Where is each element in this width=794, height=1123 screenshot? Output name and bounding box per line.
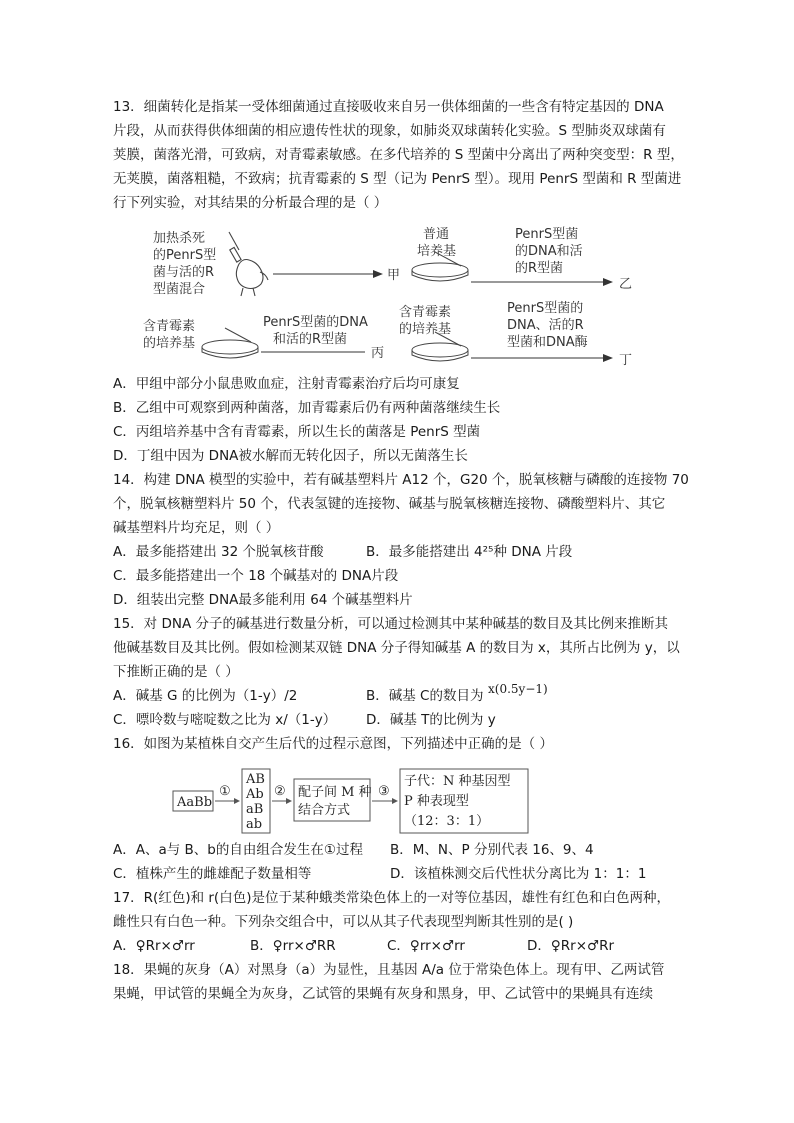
bing-plate-label-2: 的培养基 (143, 336, 196, 351)
gamete-ab-1: AB (246, 772, 265, 787)
q15-line-3: 下推断正确的是（ ） (113, 664, 239, 680)
gamete-ab-4: ab (246, 817, 263, 832)
q16-line: 16．如图为某植株自交产生后代的过程示意图，下列描述中正确的是（ ） (113, 736, 553, 752)
q13-line-2: 片段，从而获得供体细菌的相应遗传性状的现象，如肺炎双球菌转化实验。S 型肺炎双球菌有 (113, 123, 666, 139)
offspring-line-2: P 种表现型 (404, 794, 469, 809)
ding-plate-label-1: 含青霉素 (399, 305, 452, 320)
q17-line-1: 17．R(红色)和 r(白色)是位于某种蛾类常染色体上的一对等位基因，雄性有红色和白色两种， (113, 890, 670, 906)
step-3-label: ③ (378, 784, 390, 799)
q15-line-1: 15．对 DNA 分子的碱基进行数量分析，可以通过检测其中某种碱基的数目及其比例来推断其 (113, 616, 668, 632)
q13-experiment-figure (135, 222, 645, 367)
q17-option-c: C．♀rr×♂rr (387, 938, 465, 954)
q14-line-1: 14．构建 DNA 模型的实验中，若有碱基塑料片 A12 个，G20 个，脱氧核糖与磷酸的连接物 70 (113, 472, 689, 488)
yi-plate-label-1: 普通 (423, 227, 450, 242)
q15-option-a: A．碱基 G 的比例为（1-y）/2 (113, 688, 298, 704)
step-2-label: ② (274, 784, 286, 799)
q15-option-d: D．碱基 T的比例为 y (366, 712, 496, 728)
q17-option-d: D．♀Rr×♂Rr (527, 938, 615, 954)
q16-process-figure (170, 765, 530, 837)
parent-genotype: AaBb (177, 795, 213, 810)
jia-label-4: 型菌混合 (153, 282, 206, 297)
combination-line-2: 结合方式 (298, 803, 351, 818)
q14-line-3: 碱基塑料片均充足，则（ ） (113, 520, 280, 536)
q13-line-4: 无荚膜，菌落粗糙，不致病；抗青霉素的 S 型（记为 PenrS 型）。现用 PenrS 型菌和 R 型菌进 (113, 171, 682, 187)
q16-option-a: A．A、a与 B、b的自由组合发生在①过程 (113, 842, 363, 858)
yi-arrow-label-2: 的DNA和活 (515, 244, 583, 259)
yi-result: 乙 (619, 277, 633, 292)
jia-result: 甲 (387, 268, 401, 283)
mouse-syringe-icon (229, 232, 268, 296)
bing-arrow-label-1: PenrS型菌的DNA (263, 315, 368, 330)
q17-option-b: B．♀rr×♂RR (250, 938, 336, 954)
q15-option-c: C．嘌呤数与嘧啶数之比为 x/（1-y） (113, 712, 337, 728)
ding-result: 丁 (619, 353, 633, 367)
q14-line-2: 个，脱氧核糖塑料片 50 个，代表氢键的连接物、碱基与脱氧核糖连接物、磷酸塑料片、其它 (113, 496, 666, 512)
q15-option-b: B．碱基 C的数目为 (366, 688, 484, 704)
bing-petri-dish-icon (202, 328, 258, 358)
yi-plate-label-2: 培养基 (417, 244, 457, 259)
q13-option-c: C．丙组培养基中含有青霉素，所以生长的菌落是 PenrS 型菌 (113, 424, 481, 440)
q17-option-a: A．♀Rr×♂rr (113, 938, 195, 954)
jia-label-2: 的PenrS型 (153, 248, 217, 263)
yi-arrow-label-1: PenrS型菌 (515, 227, 579, 242)
q15-option-b-formula: x(0.5y−1) (488, 682, 548, 696)
q14-option-b: B．最多能搭建出 4²⁵种 DNA 片段 (366, 544, 573, 560)
gamete-ab-2: Ab (246, 787, 264, 802)
q16-option-c: C．植株产生的雌雄配子数量相等 (113, 866, 312, 882)
gamete-ab-3: aB (246, 802, 264, 817)
offspring-line-1: 子代：N 种基因型 (404, 774, 511, 789)
q14-option-d: D．组装出完整 DNA最多能利用 64 个碱基塑料片 (113, 592, 413, 608)
q13-line-3: 荚膜，菌落光滑，可致病，对青霉素敏感。在多代培养的 S 型菌中分离出了两种突变型：R 型， (113, 147, 684, 163)
jia-label-1: 加热杀死 (153, 231, 206, 246)
q18-line-1: 18．果蝇的灰身（A）对黑身（a）为显性，且基因 A/a 位于常染色体上。现有甲、乙两试管 (113, 962, 665, 978)
q17-line-2: 雌性只有白色一种。下列杂交组合中，可以从其子代表现型判断其性别的是( ) (113, 914, 574, 930)
q16-option-b: B．M、N、P 分别代表 16、9、4 (390, 842, 594, 858)
q13-option-d: D．丁组中因为 DNA被水解而无转化因子，所以无菌落生长 (113, 448, 468, 464)
yi-arrow-label-3: 的R型菌 (515, 261, 564, 276)
q18-line-2: 果蝇，甲试管的果蝇全为灰身，乙试管的果蝇有灰身和黑身，甲、乙试管中的果蝇具有连续 (113, 986, 653, 1002)
q15-line-2: 他碱基数目及其比例。假如检测某双链 DNA 分子得知碱基 A 的数目为 x，其所占比例为 y，以 (113, 640, 680, 656)
q16-option-d: D．该植株测交后代性状分离比为 1：1：1 (390, 866, 647, 882)
ding-plate-label-2: 的培养基 (399, 322, 452, 337)
step-1-label: ① (219, 784, 231, 799)
q13-line-5: 行下列实验，对其结果的分析最合理的是（ ） (113, 195, 388, 211)
q13-option-a: A．甲组中部分小鼠患败血症，注射青霉素治疗后均可康复 (113, 376, 460, 392)
ding-arrow-label-3: 型菌和DNA酶 (507, 335, 588, 350)
combination-line-1: 配子间 M 种 (298, 785, 372, 800)
q13-option-b: B．乙组中可观察到两种菌落，加青霉素后仍有两种菌落继续生长 (113, 400, 501, 416)
bing-result: 丙 (371, 346, 385, 361)
q14-option-c: C．最多能搭建出一个 18 个碱基对的 DNA片段 (113, 568, 399, 584)
q14-option-a: A．最多能搭建出 32 个脱氧核苷酸 (113, 544, 324, 560)
bing-plate-label-1: 含青霉素 (143, 319, 196, 334)
ding-arrow-label-2: DNA、活的R (507, 318, 584, 333)
jia-label-3: 菌与活的R (153, 265, 215, 280)
bing-arrow-label-2: 和活的R型菌 (273, 332, 348, 347)
ding-arrow-label-1: PenrS型菌的 (507, 301, 584, 316)
offspring-line-3: （12：3：1） (404, 814, 490, 829)
q13-line-1: 13．细菌转化是指某一受体细菌通过直接吸收来自另一供体细菌的一些含有特定基因的 DNA (113, 99, 664, 115)
